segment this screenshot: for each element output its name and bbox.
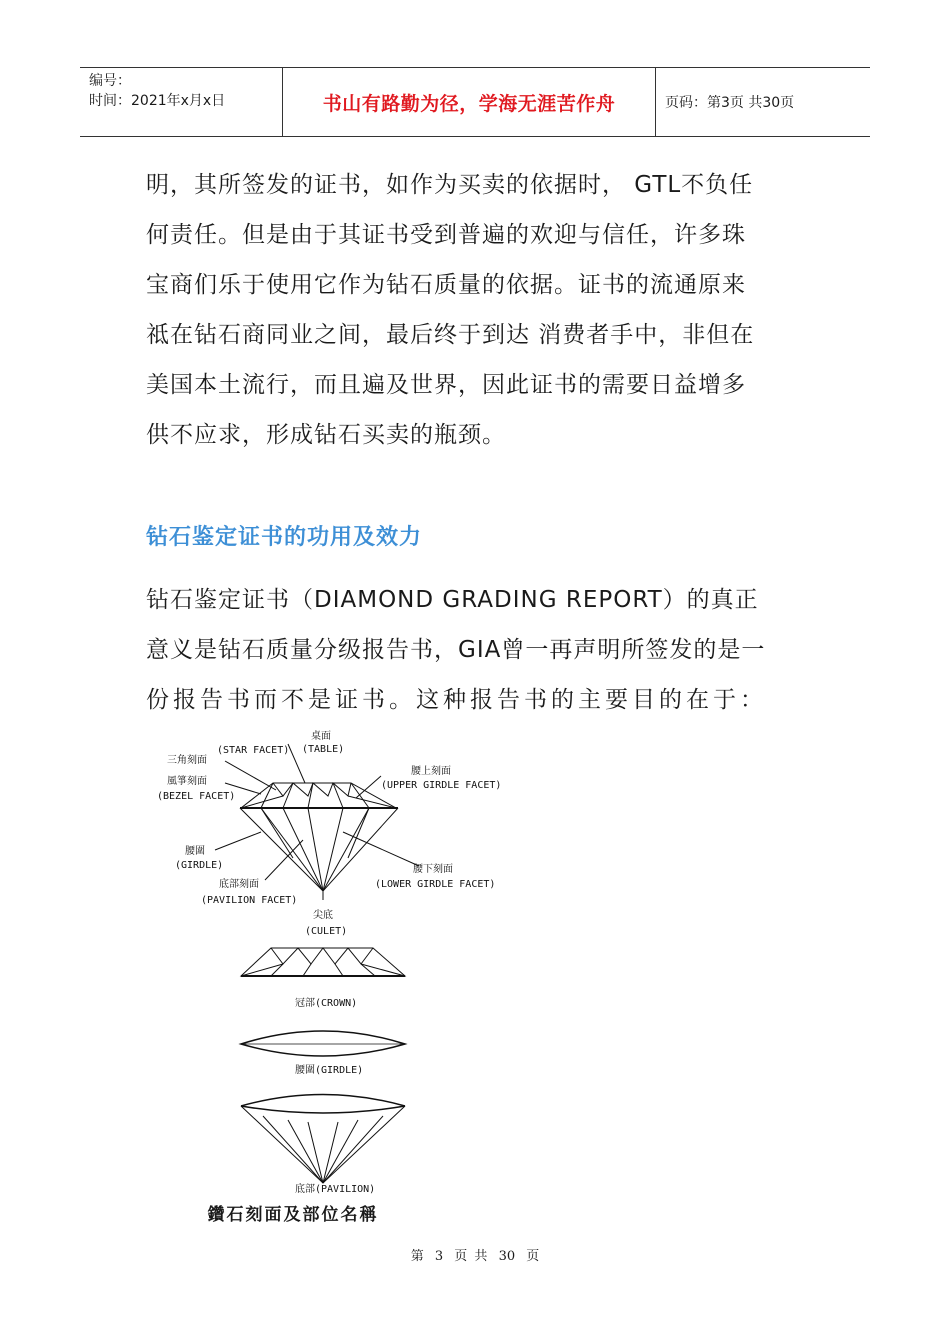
- body-paragraph-1: [146, 160, 810, 460]
- main-diamond-drawing: [240, 783, 398, 891]
- footer-suffix: 页: [526, 1249, 540, 1264]
- figure-caption: 鑽石刻面及部位名稱: [207, 1205, 379, 1225]
- label-upper-girdle-en: (UPPER GIRDLE FACET): [381, 780, 502, 791]
- paragraph-line: 钻石鉴定证书（DIAMOND GRADING REPORT）的真正: [146, 587, 759, 613]
- label-pavilion-facet-cn: 底部刻面: [219, 879, 259, 890]
- label-lower-girdle-en: (LOWER GIRDLE FACET): [375, 879, 496, 890]
- label-crown: 冠部(CROWN): [295, 998, 358, 1009]
- paragraph-line: 祗在钻石商同业之间，最后终于到达 消费者手中，非但在: [146, 322, 755, 348]
- header-motto: 书山有路勤为径，学海无涯苦作舟: [282, 68, 656, 136]
- label-pavilion-facet-en: (PAVILION FACET): [201, 895, 298, 906]
- document-number-label: 编号：: [89, 73, 131, 89]
- crown-drawing: [241, 948, 405, 976]
- page-header: [80, 67, 870, 137]
- label-star-cn: 三角刻面: [167, 755, 207, 766]
- label-girdle-cn: 腰圍: [185, 846, 205, 857]
- paragraph-line: 份报告书而不是证书。这种报告书的主要目的在于：: [146, 687, 767, 713]
- section-heading: 钻石鉴定证书的功用及效力: [146, 525, 423, 550]
- footer-total-pages: 30: [498, 1249, 516, 1264]
- paragraph-line: 宝商们乐于使用它作为钻石质量的依据。证书的流通原来: [146, 272, 746, 298]
- document-time-label: 时间：2021年x月x日: [89, 93, 226, 109]
- paragraph-line: 明，其所签发的证书，如作为买卖的依据时， GTL不负任: [146, 172, 754, 198]
- label-girdle: 腰圍(GIRDLE): [295, 1065, 364, 1076]
- body-paragraph-2: [146, 575, 810, 725]
- label-table-cn: 桌面: [311, 731, 331, 742]
- header-page-info: 页码：第3页 共30页: [665, 95, 795, 111]
- footer-middle: 页 共: [454, 1249, 488, 1264]
- page-footer: [0, 1245, 950, 1264]
- label-lower-girdle-cn: 腰下刻面: [413, 864, 453, 875]
- label-table-en: (TABLE): [302, 744, 345, 755]
- diamond-facet-diagram: [143, 728, 503, 1214]
- paragraph-line: 美国本土流行，而且遍及世界，因此证书的需要日益增多: [146, 372, 746, 398]
- label-pavilion: 底部(PAVILION): [295, 1184, 376, 1195]
- header-meta: [80, 68, 282, 136]
- pavilion-drawing: [241, 1095, 405, 1184]
- footer-page-number: 3: [434, 1249, 444, 1264]
- footer-prefix: 第: [410, 1249, 424, 1264]
- label-bezel-cn: 風箏刻面: [167, 776, 207, 787]
- label-bezel-en: (BEZEL FACET): [157, 791, 236, 802]
- girdle-drawing: [241, 1031, 405, 1056]
- label-girdle-en: (GIRDLE): [175, 860, 224, 871]
- paragraph-line: 意义是钻石质量分级报告书，GIA曾一再声明所签发的是一: [146, 637, 766, 663]
- label-star-en: (STAR FACET): [217, 745, 290, 756]
- paragraph-line: 何责任。但是由于其证书受到普遍的欢迎与信任，许多珠: [146, 222, 746, 248]
- label-culet-cn: 尖底: [313, 910, 333, 921]
- paragraph-line: 供不应求，形成钻石买卖的瓶颈。: [146, 422, 506, 448]
- label-culet-en: (CULET): [305, 926, 348, 937]
- label-upper-girdle-cn: 腰上刻面: [411, 766, 451, 777]
